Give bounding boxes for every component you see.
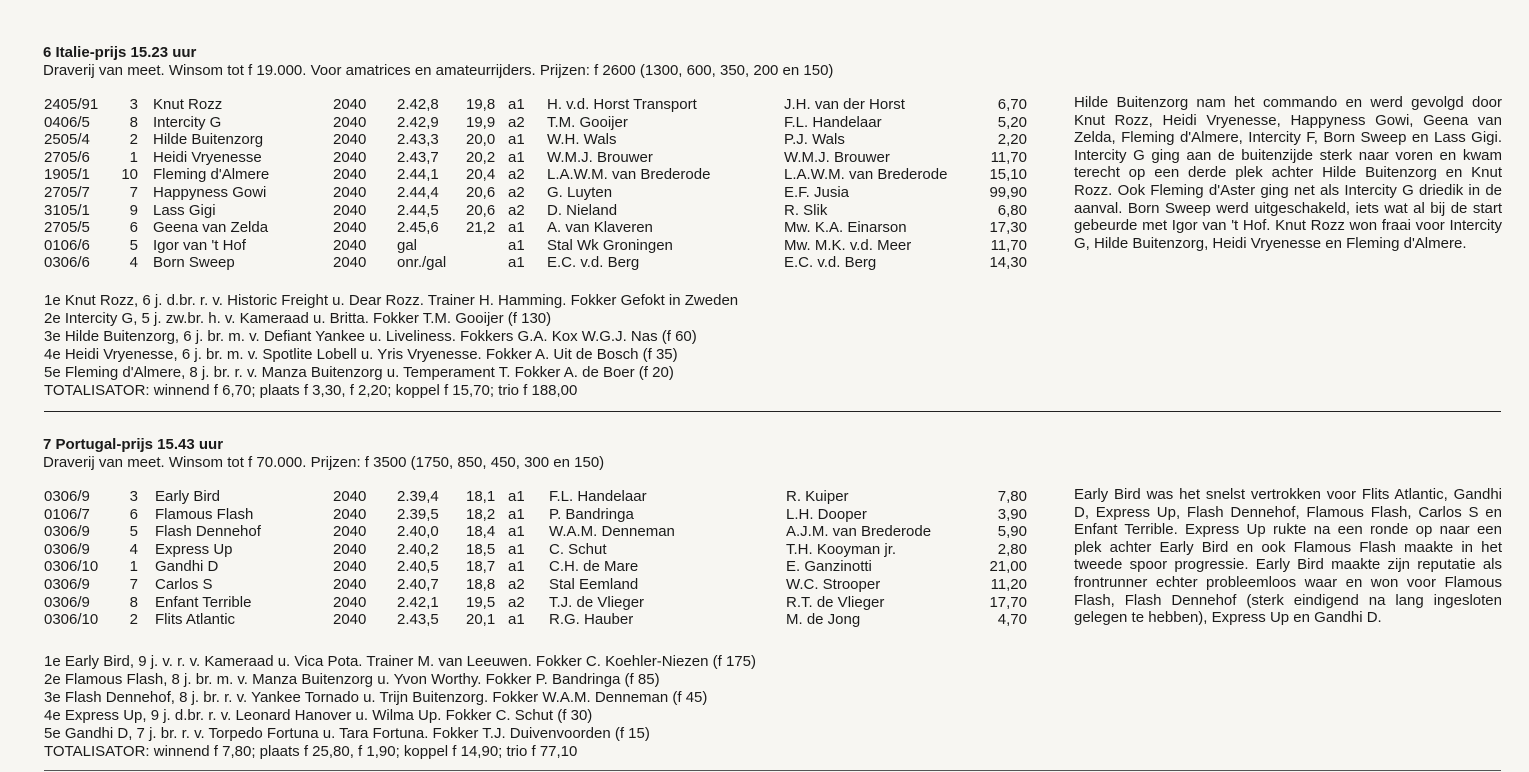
start-position: a1	[508, 131, 525, 149]
owner: A. van Klaveren	[547, 219, 653, 237]
km-time: 18,8	[466, 575, 496, 593]
start-number: 2	[129, 131, 138, 149]
distance: 2040	[333, 611, 367, 629]
km-time: 19,8	[466, 96, 496, 113]
start-number: 1	[129, 148, 138, 166]
form-code: 2505/4	[44, 131, 90, 149]
distance: 2040	[333, 219, 367, 237]
finish-time: 2.39,5	[397, 505, 439, 523]
distance: 2040	[333, 148, 367, 166]
owner: W.H. Wals	[547, 131, 617, 149]
rider: W.M.J. Brouwer	[784, 148, 890, 166]
owner: F.L. Handelaar	[549, 488, 647, 505]
horse-name: Early Bird	[155, 488, 221, 505]
start-number: 1	[129, 558, 138, 576]
result-line: 2e Flamous Flash, 8 j. br. m. v. Manza Buitenzorg u. Yvon Worthy. Fokker P. Bandringa (f 85)	[44, 671, 660, 688]
table-row	[0, 576, 1060, 594]
distance: 2040	[333, 558, 367, 576]
odds: 11,70	[990, 236, 1027, 254]
form-code: 0306/6	[44, 254, 90, 272]
finish-time: 2.42,9	[397, 113, 439, 131]
km-time: 18,1	[466, 488, 496, 505]
horse-name: Flits Atlantic	[155, 611, 236, 629]
finish-time: 2.43,3	[397, 131, 439, 149]
start-number: 7	[129, 575, 138, 593]
finish-time: onr./gal	[397, 254, 447, 272]
rider: W.C. Strooper	[786, 575, 881, 593]
start-position: a2	[508, 575, 525, 593]
result-line: 4e Heidi Vryenesse, 6 j. br. m. v. Spotlite Lobell u. Yris Vryenesse. Fokker A. Uit de Bosch (f 35)	[44, 346, 678, 363]
totalisator-line: TOTALISATOR: winnend f 6,70; plaats f 3,30, f 2,20; koppel f 15,70; trio f 188,00	[44, 382, 578, 399]
race-title: 6 Italie-prijs 15.23 uur	[43, 44, 197, 61]
horse-name: Born Sweep	[153, 254, 235, 272]
form-code: 2705/7	[44, 183, 90, 201]
finish-time: gal	[397, 236, 418, 254]
owner: W.M.J. Brouwer	[547, 148, 653, 166]
distance: 2040	[333, 523, 367, 541]
table-row	[0, 149, 1060, 167]
horse-name: Geena van Zelda	[153, 219, 269, 237]
table-row	[0, 96, 1060, 114]
odds: 15,10	[989, 166, 1027, 184]
start-position: a1	[508, 523, 525, 541]
start-number: 5	[129, 523, 138, 541]
rider: M. de Jong	[786, 611, 861, 629]
result-line: 5e Fleming d'Almere, 8 j. br. r. v. Manza Buitenzorg u. Temperament T. Fokker A. de Boer (f 20)	[44, 364, 674, 381]
odds: 11,20	[990, 575, 1027, 593]
rider: L.H. Dooper	[786, 505, 867, 523]
distance: 2040	[333, 593, 367, 611]
km-time: 20,1	[466, 611, 496, 629]
start-position: a1	[508, 488, 525, 505]
form-code: 0306/10	[44, 611, 99, 629]
odds: 6,80	[997, 201, 1027, 219]
table-row	[0, 184, 1060, 202]
rider: T.H. Kooyman jr.	[786, 540, 897, 558]
form-code: 0306/9	[44, 593, 90, 611]
km-time: 19,5	[466, 593, 496, 611]
result-line: 3e Hilde Buitenzorg, 6 j. br. m. v. Defiant Yankee u. Liveliness. Fokkers G.A. Kox W.G.J. Nas (f 60)	[44, 328, 697, 345]
owner: C.H. de Mare	[549, 558, 639, 576]
owner: E.C. v.d. Berg	[547, 254, 640, 272]
table-row	[0, 488, 1060, 506]
table-row	[0, 523, 1060, 541]
odds: 2,80	[997, 540, 1027, 558]
finish-time: 2.44,1	[397, 166, 439, 184]
odds: 2,20	[997, 131, 1027, 149]
odds: 11,70	[990, 148, 1027, 166]
results-block	[44, 653, 944, 761]
km-time: 20,4	[466, 166, 496, 184]
start-number: 8	[129, 113, 138, 131]
owner: D. Nieland	[547, 201, 618, 219]
result-line: 1e Knut Rozz, 6 j. d.br. r. v. Historic Freight u. Dear Rozz. Trainer H. Hamming. Fokker Gefokt in Zweden	[44, 292, 739, 309]
owner: Stal Eemland	[549, 575, 639, 593]
distance: 2040	[333, 113, 367, 131]
km-time: 20,0	[466, 131, 496, 149]
distance: 2040	[333, 131, 367, 149]
km-time: 18,5	[466, 540, 496, 558]
start-position: a1	[508, 254, 525, 272]
form-code: 0306/10	[44, 558, 99, 576]
start-position: a2	[508, 113, 525, 131]
km-time: 18,7	[466, 558, 496, 576]
finish-time: 2.40,2	[397, 540, 439, 558]
finish-time: 2.44,5	[397, 201, 439, 219]
horse-name: Fleming d'Almere	[153, 166, 270, 184]
entries-table	[0, 96, 1060, 272]
rider: Mw. K.A. Einarson	[784, 219, 907, 237]
start-number: 9	[129, 201, 138, 219]
distance: 2040	[333, 254, 367, 272]
horse-name: Gandhi D	[155, 558, 219, 576]
race-commentary: Early Bird was het snelst vertrokken voor Flits Atlantic, Gandhi D, Express Up, Flash Dennehof, Flamous Flash, Carlos S en Enfant Terrible. Express Up rukte na een ronde op naar een plek achter Early Bird en ook Flamous Flash maakte in het tweede spoor progressie. Early Bird maakte zijn reputatie als frontrunner echter probleemloos waar en won voor Flamous Flash, Flash Dennehof (sterk eindigend na lang ingesloten gelegen te hebben), Express Up en Gandhi D.	[1074, 486, 1502, 627]
results-block	[44, 292, 944, 400]
distance: 2040	[333, 236, 367, 254]
owner: P. Bandringa	[549, 505, 634, 523]
odds: 17,30	[989, 219, 1027, 237]
start-position: a1	[508, 505, 525, 523]
start-position: a1	[508, 611, 525, 629]
distance: 2040	[333, 540, 367, 558]
start-position: a1	[508, 540, 525, 558]
race-conditions: Draverij van meet. Winsom tot f 70.000. Prijzen: f 3500 (1750, 850, 450, 300 en 150)	[43, 454, 605, 471]
form-code: 1905/1	[44, 166, 90, 184]
finish-time: 2.43,7	[397, 148, 439, 166]
start-position: a2	[508, 201, 525, 219]
rider: R. Slik	[784, 201, 828, 219]
race-commentary: Hilde Buitenzorg nam het commando en werd gevolgd door Knut Rozz, Heidi Vryenesse, Happyness Gowi, Geena van Zelda, Fleming d'Almere, Intercity F, Born Sweep en Lass Gigi. Intercity G ging aan de buitenzijde sterk naar voren en kwam terecht op een derde plek achter Hilde Buitenzorg en Knut Rozz. Ook Fleming d'Aster ging net als Intercity G driedik in de aanval. Born Sweep werd uitgeschakeld, iets wat al bij de start gebeurde met Igor van 't Hof. Knut Rozz won fraai voor Intercity G, Hilde Buitenzorg, Heidi Vryenesse en Fleming d'Almere.	[1074, 94, 1502, 252]
result-line: 4e Express Up, 9 j. d.br. r. v. Leonard Hanover u. Wilma Up. Fokker C. Schut (f 30)	[44, 707, 593, 724]
horse-name: Flamous Flash	[155, 505, 254, 523]
race-conditions: Draverij van meet. Winsom tot f 19.000. Voor amatrices en amateurrijders. Prijzen: f 2600 (1300, 600, 350, 200 en 150)	[43, 62, 834, 79]
horse-name: Igor van 't Hof	[153, 236, 246, 254]
rider: E.F. Jusia	[784, 183, 850, 201]
table-row	[0, 237, 1060, 255]
form-code: 3105/1	[44, 201, 90, 219]
result-line: 5e Gandhi D, 7 j. br. r. v. Torpedo Fortuna u. Tara Fortuna. Fokker T.J. Duivenvoorden (f 15)	[44, 725, 650, 742]
owner: Stal Wk Groningen	[547, 236, 673, 254]
owner: T.J. de Vlieger	[549, 593, 645, 611]
km-time: 18,2	[466, 505, 496, 523]
finish-time: 2.45,6	[397, 219, 439, 237]
form-code: 0106/7	[44, 505, 90, 523]
distance: 2040	[333, 166, 367, 184]
form-code: 0306/9	[44, 488, 90, 505]
table-row	[0, 202, 1060, 220]
distance: 2040	[333, 96, 367, 113]
owner: R.G. Hauber	[549, 611, 634, 629]
finish-time: 2.40,0	[397, 523, 439, 541]
start-position: a2	[508, 593, 525, 611]
horse-name: Enfant Terrible	[155, 593, 252, 611]
entries-table	[0, 488, 1060, 629]
form-code: 0306/9	[44, 540, 90, 558]
rider: L.A.W.M. van Brederode	[784, 166, 948, 184]
owner: L.A.W.M. van Brederode	[547, 166, 711, 184]
horse-name: Flash Dennehof	[155, 523, 261, 541]
start-position: a2	[508, 183, 525, 201]
finish-time: 2.40,7	[397, 575, 439, 593]
odds: 17,70	[989, 593, 1027, 611]
distance: 2040	[333, 183, 367, 201]
table-row	[0, 131, 1060, 149]
rider: J.H. van der Horst	[784, 96, 905, 113]
start-number: 4	[129, 254, 138, 272]
start-number: 6	[129, 219, 138, 237]
start-position: a1	[508, 96, 525, 113]
km-time: 20,6	[466, 201, 496, 219]
owner: C. Schut	[549, 540, 607, 558]
odds: 5,90	[997, 523, 1027, 541]
odds: 4,70	[997, 611, 1027, 629]
start-position: a1	[508, 219, 525, 237]
start-number: 10	[121, 166, 138, 184]
km-time: 20,2	[466, 148, 496, 166]
odds: 3,90	[997, 505, 1027, 523]
section-divider	[44, 411, 1501, 412]
distance: 2040	[333, 201, 367, 219]
bottom-divider	[44, 770, 1501, 771]
owner: G. Luyten	[547, 183, 613, 201]
start-position: a1	[508, 236, 525, 254]
odds: 6,70	[997, 96, 1027, 113]
owner: H. v.d. Horst Transport	[547, 96, 697, 113]
horse-name: Lass Gigi	[153, 201, 216, 219]
start-position: a2	[508, 166, 525, 184]
form-code: 2705/5	[44, 219, 90, 237]
finish-time: 2.39,4	[397, 488, 439, 505]
result-line: 3e Flash Dennehof, 8 j. br. r. v. Yankee Tornado u. Trijn Buitenzorg. Fokker W.A.M. Denneman (f 45)	[44, 689, 708, 706]
distance: 2040	[333, 575, 367, 593]
result-line: 1e Early Bird, 9 j. v. r. v. Kameraad u. Vica Pota. Trainer M. van Leeuwen. Fokker C. Koehler-Niezen (f 175)	[44, 653, 756, 670]
owner: T.M. Gooijer	[547, 113, 628, 131]
horse-name: Carlos S	[155, 575, 213, 593]
start-number: 7	[129, 183, 138, 201]
rider: E.C. v.d. Berg	[784, 254, 877, 272]
result-line: 2e Intercity G, 5 j. zw.br. h. v. Kameraad u. Britta. Fokker T.M. Gooijer (f 130)	[44, 310, 552, 327]
start-number: 3	[129, 488, 138, 505]
odds: 14,30	[989, 254, 1027, 272]
start-position: a1	[508, 558, 525, 576]
table-row	[0, 541, 1060, 559]
km-time: 20,6	[466, 183, 496, 201]
rider: F.L. Handelaar	[784, 113, 882, 131]
horse-name: Heidi Vryenesse	[153, 148, 262, 166]
start-number: 8	[129, 593, 138, 611]
table-row	[0, 166, 1060, 184]
rider: R.T. de Vlieger	[786, 593, 885, 611]
race-title: 7 Portugal-prijs 15.43 uur	[43, 436, 224, 453]
rider: P.J. Wals	[784, 131, 845, 149]
odds: 7,80	[997, 488, 1027, 505]
totalisator-line: TOTALISATOR: winnend f 7,80; plaats f 25,80, f 1,90; koppel f 14,90; trio f 77,10	[44, 743, 578, 760]
start-number: 3	[129, 96, 138, 113]
table-row	[0, 254, 1060, 272]
distance: 2040	[333, 505, 367, 523]
finish-time: 2.44,4	[397, 183, 439, 201]
km-time: 19,9	[466, 113, 496, 131]
start-number: 6	[129, 505, 138, 523]
distance: 2040	[333, 488, 367, 505]
horse-name: Hilde Buitenzorg	[153, 131, 264, 149]
odds: 5,20	[997, 113, 1027, 131]
finish-time: 2.42,1	[397, 593, 439, 611]
table-row	[0, 558, 1060, 576]
odds: 99,90	[989, 183, 1027, 201]
finish-time: 2.43,5	[397, 611, 439, 629]
km-time: 18,4	[466, 523, 496, 541]
form-code: 2405/91	[44, 96, 99, 113]
start-number: 2	[129, 611, 138, 629]
start-position: a1	[508, 148, 525, 166]
rider: Mw. M.K. v.d. Meer	[784, 236, 912, 254]
table-row	[0, 594, 1060, 612]
start-number: 5	[129, 236, 138, 254]
table-row	[0, 611, 1060, 629]
finish-time: 2.42,8	[397, 96, 439, 113]
rider: R. Kuiper	[786, 488, 849, 505]
horse-name: Knut Rozz	[153, 96, 223, 113]
form-code: 2705/6	[44, 148, 90, 166]
km-time: 21,2	[466, 219, 496, 237]
table-row	[0, 219, 1060, 237]
horse-name: Intercity G	[153, 113, 222, 131]
rider: A.J.M. van Brederode	[786, 523, 932, 541]
owner: W.A.M. Denneman	[549, 523, 675, 541]
form-code: 0306/9	[44, 575, 90, 593]
odds: 21,00	[989, 558, 1027, 576]
horse-name: Happyness Gowi	[153, 183, 267, 201]
form-code: 0306/9	[44, 523, 90, 541]
finish-time: 2.40,5	[397, 558, 439, 576]
form-code: 0406/5	[44, 113, 90, 131]
form-code: 0106/6	[44, 236, 90, 254]
table-row	[0, 506, 1060, 524]
start-number: 4	[129, 540, 138, 558]
horse-name: Express Up	[155, 540, 233, 558]
table-row	[0, 114, 1060, 132]
rider: E. Ganzinotti	[786, 558, 872, 576]
